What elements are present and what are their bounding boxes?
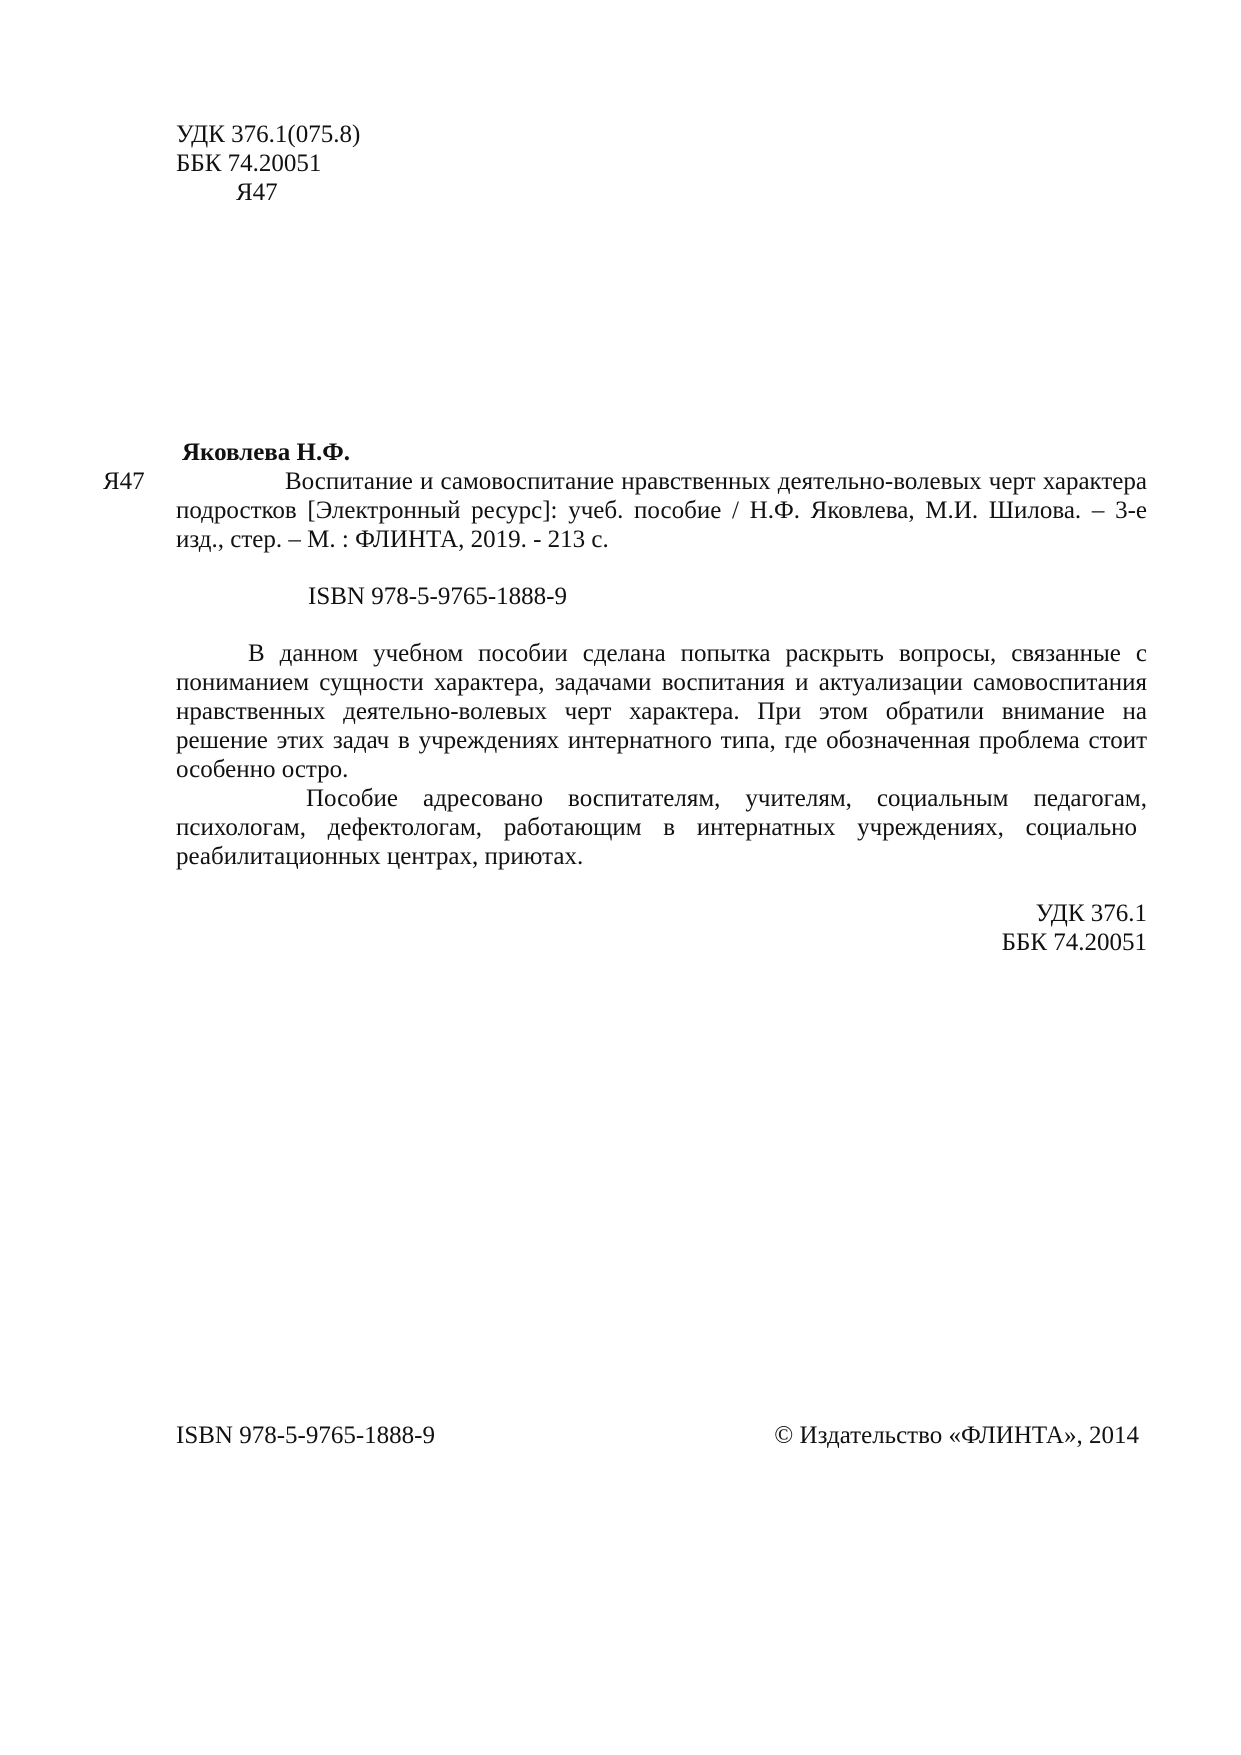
abstract-p2-line-3: реабилитационных центрах, приютах.	[176, 843, 584, 870]
footer-isbn: ISBN 978-5-9765-1888-9	[176, 1422, 436, 1449]
record-title-line: Воспитание и самовоспитание нравственных деятельно-волевых черт характера	[285, 468, 1147, 495]
abstract-p1-line-1: В данном учебном пособии сделана попытка раскрыть вопросы, связанные с	[248, 640, 1147, 667]
abstract-p1-line-4: решение этих задач в учреждениях интернатного типа, где обозначенная проблема стоит	[176, 727, 1147, 754]
header-bbk: ББК 74.20051	[176, 150, 322, 177]
classification-udk: УДК 376.1	[1035, 900, 1147, 927]
header-code: Я47	[236, 179, 278, 206]
classification-bbk: ББК 74.20051	[1001, 929, 1147, 956]
abstract-p2-line-1: Пособие адресовано воспитателям, учителям, социальным педагогам,	[306, 785, 1147, 812]
abstract-p1-line-2: пониманием сущности характера, задачами воспитания и актуализации самовоспитания	[176, 669, 1147, 696]
abstract-p2-line-2: психологам, дефектологам, работающим в интернатных учреждениях, социально	[176, 814, 1137, 841]
record-line-2: подростков [Электронный ресурс]: учеб. пособие / Н.Ф. Яковлева, М.И. Шилова. – 3-е	[176, 497, 1147, 524]
author-name: Яковлева Н.Ф.	[182, 439, 350, 466]
header-udk: УДК 376.1(075.8)	[176, 121, 361, 148]
record-line-3: изд., стер. – М. : ФЛИНТА, 2019. - 213 с.	[176, 526, 609, 553]
abstract-p1-line-5: особенно остро.	[176, 756, 349, 783]
record-isbn: ISBN 978-5-9765-1888-9	[308, 583, 568, 610]
footer-copyright: © Издательство «ФЛИНТА», 2014	[774, 1422, 1139, 1449]
abstract-p1-line-3: нравственных деятельно-волевых черт характера. При этом обратили внимание на	[176, 698, 1147, 725]
margin-code: Я47	[103, 468, 145, 495]
